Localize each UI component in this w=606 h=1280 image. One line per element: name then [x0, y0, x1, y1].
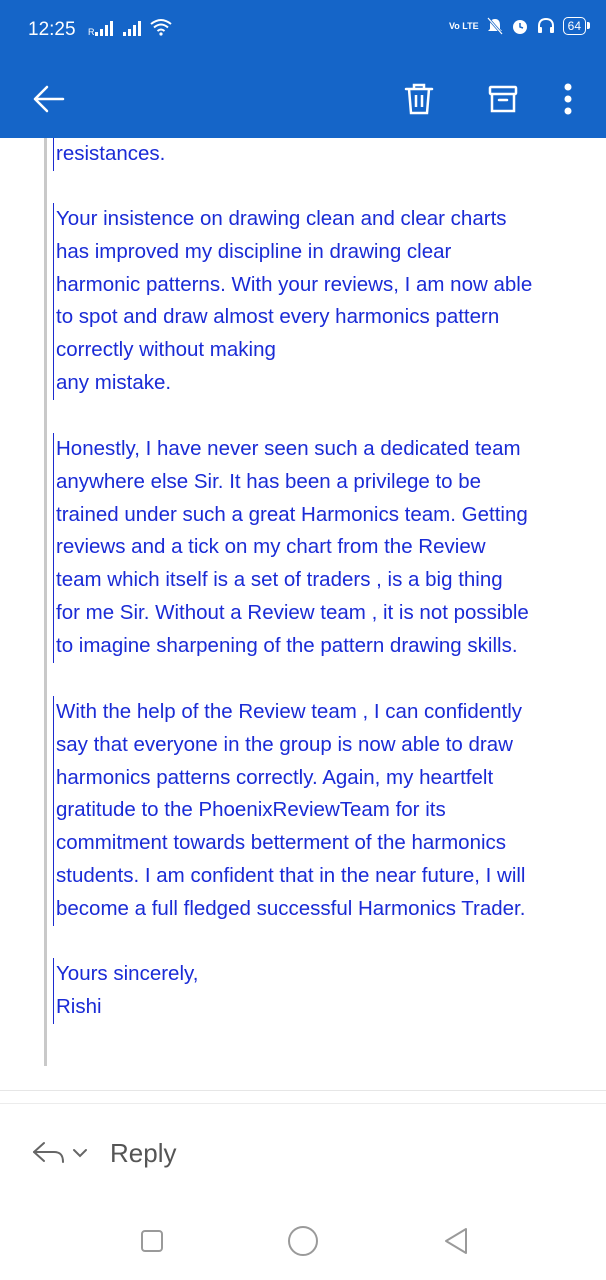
text-line: harmonics patterns correctly. Again, my heartfelt — [56, 765, 494, 789]
more-options-button[interactable] — [548, 60, 588, 138]
chevron-down-icon[interactable] — [72, 1147, 88, 1159]
text-line: gratitude to the PhoenixReviewTeam for its — [56, 798, 446, 822]
paragraph — [53, 138, 576, 171]
signature-name: Rishi — [56, 994, 102, 1018]
text-line: any mistake. — [56, 370, 172, 394]
text-line: to imagine sharpening of the pattern drawing skills. — [56, 633, 518, 657]
text-line: has improved my discipline in drawing clear — [56, 239, 452, 263]
text-line: say that everyone in the group is now able to draw — [56, 732, 513, 756]
archive-button[interactable] — [476, 60, 530, 138]
svg-text:R: R — [88, 27, 95, 36]
quoted-message — [44, 138, 577, 1066]
recents-button[interactable] — [132, 1221, 172, 1261]
reply-label: Reply — [110, 1137, 177, 1168]
text-line: With the help of the Review team , I can confidently — [56, 700, 523, 723]
status-time: 12:25 — [28, 19, 76, 40]
text-line: correctly without making — [56, 338, 276, 362]
back-button[interactable] — [22, 60, 76, 138]
text-line: commitment towards betterment of the harmonics — [56, 831, 507, 855]
app-bar — [0, 60, 606, 138]
paragraph — [53, 958, 576, 1024]
divider — [0, 1090, 606, 1091]
signal-indicators — [88, 18, 172, 36]
status-bar — [0, 0, 606, 60]
square-icon — [140, 1229, 164, 1253]
delete-button[interactable] — [392, 60, 446, 138]
wifi-icon — [150, 18, 172, 36]
paragraph — [53, 696, 576, 926]
arrow-left-icon — [32, 85, 66, 113]
archive-icon — [488, 84, 518, 114]
more-vertical-icon — [563, 83, 573, 115]
trash-icon — [404, 83, 434, 115]
text-line: reviews and a tick on my chart from the Review — [56, 535, 486, 559]
text-line: Honestly, I have never seen such a dedicated team — [56, 437, 521, 460]
circle-icon — [286, 1224, 320, 1258]
signoff-line: Yours sincerely, — [56, 962, 199, 985]
text-line: for me Sir. Without a Review team , it is not possible — [56, 600, 529, 624]
volte-indicator: Vo LTE — [448, 20, 479, 31]
text-line: team which itself is a set of traders , is a big thing — [56, 568, 503, 592]
reply-icon — [32, 1140, 66, 1166]
mute-icon — [487, 17, 503, 35]
reply-button[interactable] — [32, 1132, 176, 1174]
signal-strength-icon — [88, 20, 118, 36]
system-navigation-bar — [0, 1205, 606, 1280]
text-line: trained under such a great Harmonics team. Getting — [56, 502, 528, 526]
text-line: become a full fledged successful Harmonics Trader. — [56, 896, 526, 920]
paragraph — [53, 433, 576, 663]
text-line: anywhere else Sir. It has been a privilege to be — [56, 469, 482, 493]
text-line: students. I am confident that in the near future, I will — [56, 863, 526, 887]
alarm-icon — [511, 17, 529, 35]
system-indicators — [449, 17, 586, 35]
text-line: Your insistence on drawing clean and clear charts — [56, 207, 507, 230]
text-line: to spot and draw almost every harmonics pattern — [56, 305, 500, 329]
email-body — [0, 138, 606, 1088]
signal-strength-icon — [122, 20, 146, 36]
text-line: harmonic patterns. With your reviews, I am now able — [56, 272, 533, 296]
triangle-back-icon — [442, 1226, 470, 1256]
divider — [0, 1103, 606, 1104]
back-nav-button[interactable] — [436, 1221, 476, 1261]
text-line: resistances. — [56, 142, 166, 165]
battery-indicator: 64 — [563, 17, 586, 35]
home-button[interactable] — [283, 1221, 323, 1261]
paragraph — [53, 203, 576, 400]
headphones-icon — [537, 17, 555, 35]
